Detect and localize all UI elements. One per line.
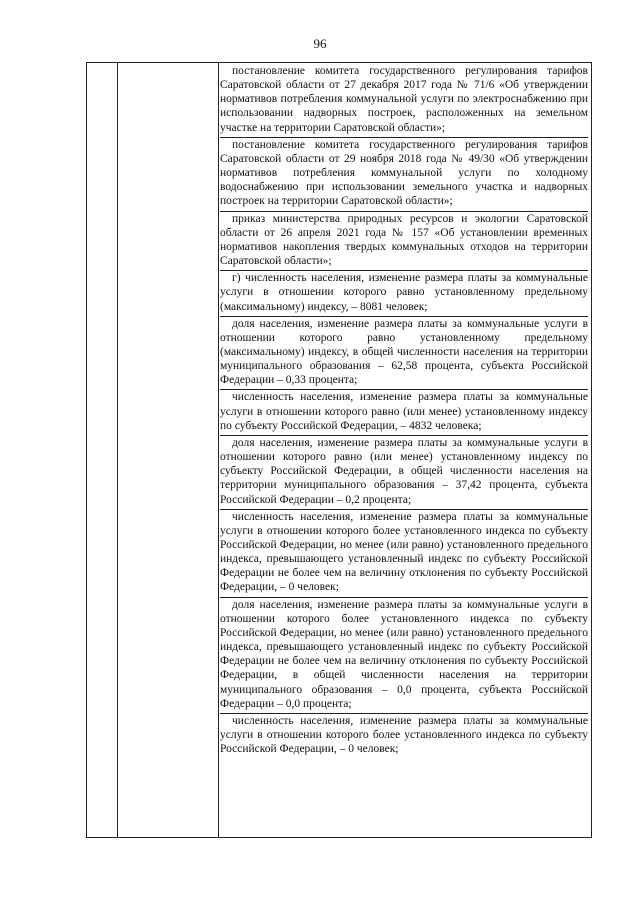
paragraph-population-max-index: г) численность населения, изменение размера платы за коммунальные услуги в отношении которого равно установленному предельному (максимальному) индексу, – 8081 человек; — [220, 272, 588, 313]
text-column — [220, 64, 588, 837]
paragraph-resolution-electricity: постановление комитета государственного регулирования тарифов Саратовской области от 27 декабря 2017 года № 71/6 «Об утверждении нормативов потребления коммунальной услуги по электроснабжению при использовании надворных построек, расположенных на земельном участке на территории Саратовской области»; — [220, 65, 588, 134]
column-divider-2 — [218, 63, 219, 837]
paragraph-share-below-index: доля населения, изменение размера платы за коммунальные услуги в отношении которого равно (или менее) установленному индексу по субъекту Российской Федерации, в общей численности населения на территории муниципального образования – 37,42 процента, субъекта Российской Федерации – 0,2 процента; — [220, 436, 588, 506]
paragraph-population-above-index: численность населения, изменение размера платы за коммунальные услуги в отношении которого более установленного индекса по субъекту Российской Федерации, но менее (или равно) установленного предельного индекса, превышающего установленный индекс по субъекту Российской Федерации не более чем на величину отклонения по субъекту Российской Федерации, – 0 человек; — [220, 510, 588, 594]
paragraph-share-above-index: доля населения, изменение размера платы за коммунальные услуги в отношении которого более установленного индекса по субъекту Российской Федерации, но менее (или равно) установленного предельного индекса, превышающего установленный индекс по субъекту Российской Федерации не более чем на величину отклонения по субъекту Российской Федерации, в общей численности населения на территории муниципального образования – 0,0 процента, субъекта Российской Федерации – 0,0 процента; — [220, 598, 588, 710]
paragraph-order-waste: приказ министерства природных ресурсов и экологии Саратовской области от 26 апреля 2021 года № 157 «Об установлении временных нормативов накопления твердых коммунальных отходов на территории Саратовской области»; — [220, 212, 588, 268]
document-table — [86, 62, 592, 838]
page-number: 96 — [313, 36, 327, 51]
column-divider-1 — [117, 63, 118, 837]
paragraph-share-max-index: доля населения, изменение размера платы за коммунальные услуги в отношении которого равно установленному предельному (максимальному) индексу, в общей численности населения на территории муниципального образования – 62,58 процента, субъекта Российской Федерации – 0,33 процента; — [220, 317, 588, 387]
paragraph-population-exceeding-index: численность населения, изменение размера платы за коммунальные услуги в отношении которого более установленного индекса по субъекту Российской Федерации, – 0 человек; — [220, 714, 588, 756]
paragraph-resolution-cold-water: постановление комитета государственного регулирования тарифов Саратовской области от 29 ноября 2018 года № 49/30 «Об утверждении нормативов потребления коммунальной услуги по холодному водоснабжению при использовании земельного участка и надворных построек на территории Саратовской области»; — [220, 138, 588, 208]
paragraph-population-below-index: численность населения, изменение размера платы за коммунальные услуги в отношении которого равно (или менее) установленному индексу по субъекту Российской Федерации, – 4832 человека; — [220, 391, 588, 432]
